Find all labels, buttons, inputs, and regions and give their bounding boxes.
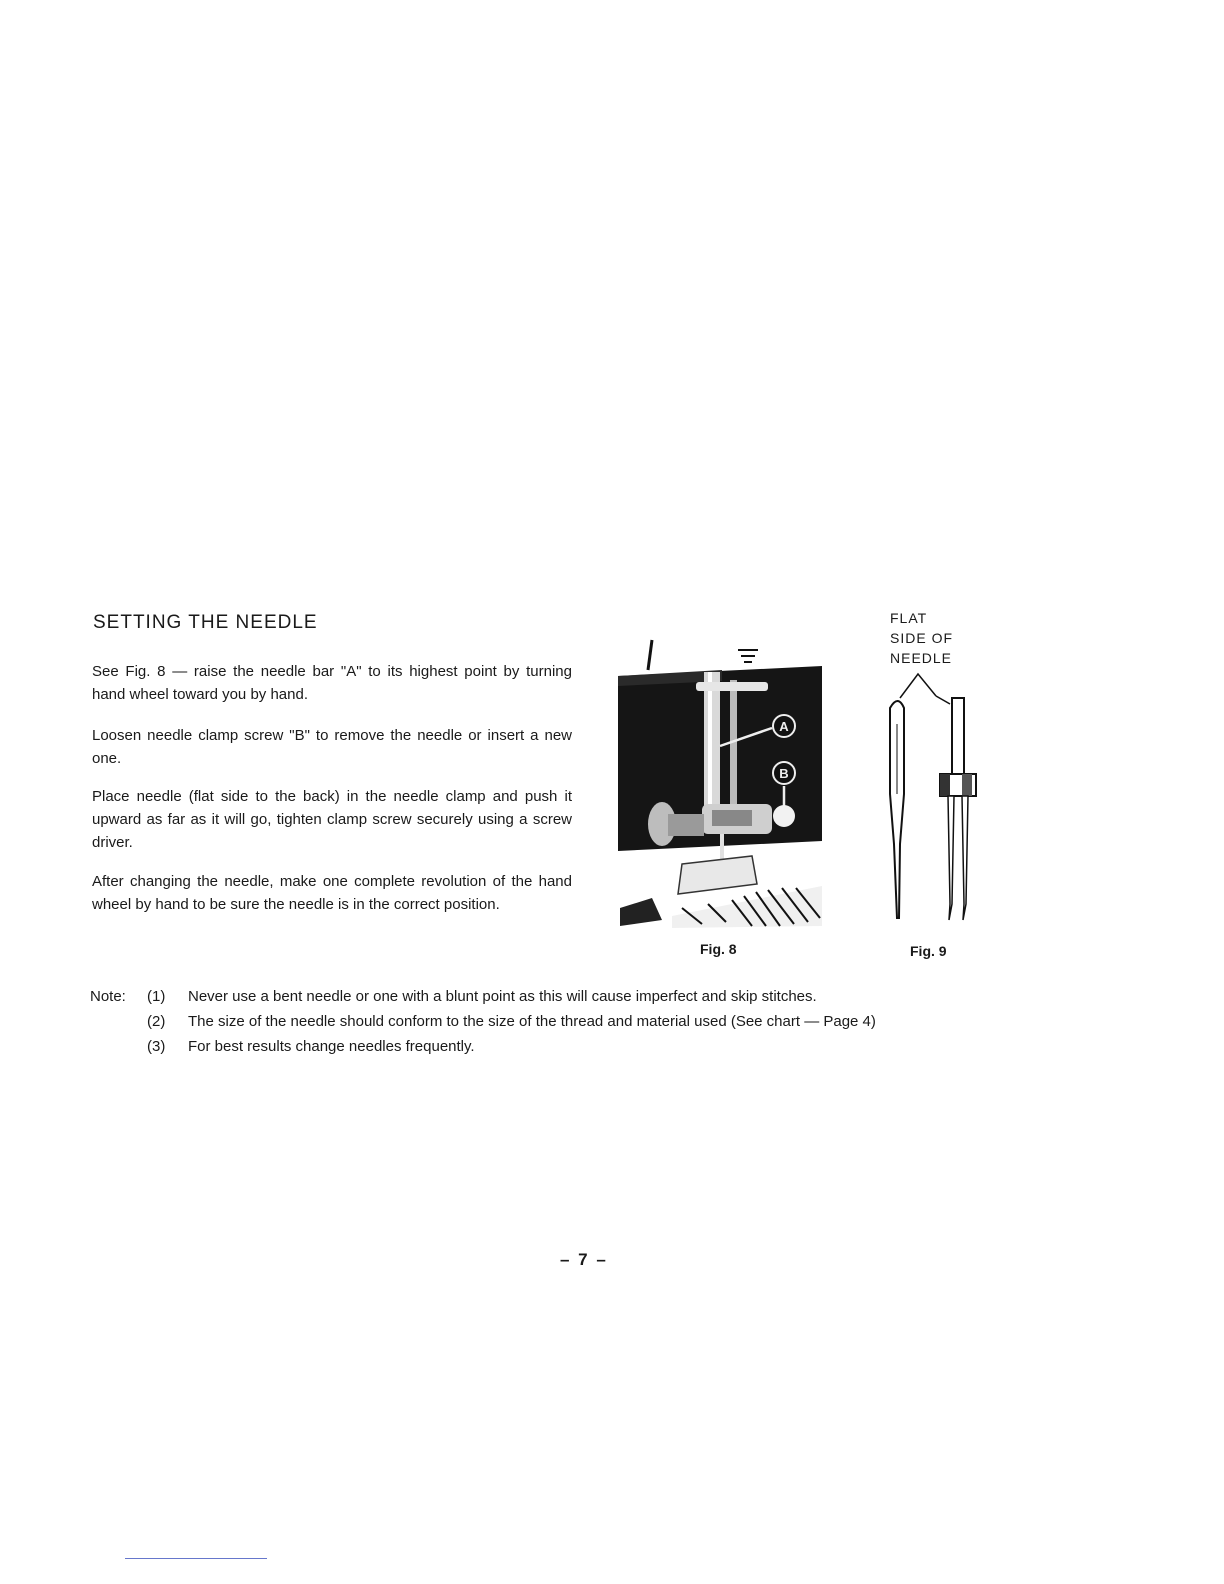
fig9-label-line-2: SIDE OF [890,630,954,646]
section-title: SETTING THE NEEDLE [93,612,318,633]
fig9-flat-side-label [890,608,953,668]
instruction-paragraph-3: Place needle (flat side to the back) in the needle clamp and push it upward as far as it will go, tighten clamp screw securely using a screw driver. [92,788,572,851]
fig9-label-line-1: FLAT [890,610,928,626]
callout-a-label: A [779,719,789,734]
note-label: Note: [90,988,126,1005]
instruction-paragraph-2: Loosen needle clamp screw "B" to remove the needle or insert a new one. [92,727,572,767]
note-number-2: (2) [147,1013,166,1030]
fig8-caption: Fig. 8 [700,941,737,957]
fig9-label-line-3: NEEDLE [890,650,953,666]
note-text-1: Never use a bent needle or one with a blunt point as this will cause imperfect and skip stitches. [188,988,817,1005]
fig9-needle-diagram [870,664,990,926]
fig9-caption: Fig. 9 [910,943,947,959]
callout-b-label: B [779,766,789,781]
note-number-1: (1) [147,988,166,1005]
bottom-rule [125,1558,267,1559]
note-text-2: The size of the needle should conform to the size of the thread and material used (See chart — Page 4) [188,1013,876,1030]
fig8-needle-clamp-photo [612,636,832,928]
instruction-paragraph-1: See Fig. 8 — raise the needle bar "A" to its highest point by turning hand wheel toward you by hand. [92,663,572,703]
page-number: – 7 – [560,1250,608,1269]
note-number-3: (3) [147,1038,166,1055]
instruction-paragraph-4: After changing the needle, make one complete revolution of the hand wheel by hand to be sure the needle is in the correct position. [92,873,572,913]
note-text-3: For best results change needles frequently. [188,1038,475,1055]
